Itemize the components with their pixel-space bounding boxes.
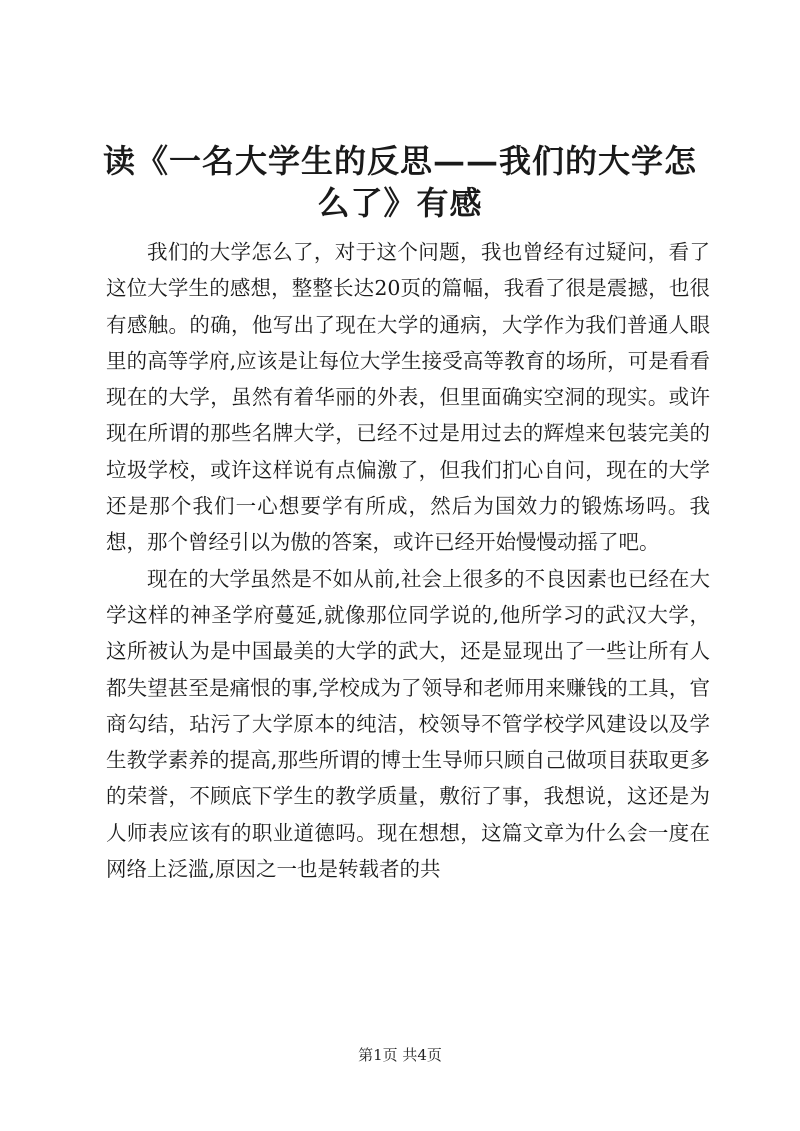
paragraph-1: 我们的大学怎么了，对于这个问题，我也曾经有过疑问，看了这位大学生的感想，整整长达20页的篇幅，我看了很是震撼，也很有感触。的确，他写出了现在大学的通病，大学作为我们普通人眼里的高等学府,应该是让每位大学生接受高等教育的场所，可是看看现在的大学，虽然有着华丽的外表，但里面确实空洞的现实。或许现在所谓的那些名牌大学，已经不过是用过去的辉煌来包装完美的垃圾学校，或许这样说有点偏激了，但我们扪心自问，现在的大学还是那个我们一心想要学有所成，然后为国效力的锻炼场吗。我想，那个曾经引以为傲的答案，或许已经开始慢慢动摇了吧。 — [106, 240, 710, 555]
page-footer: 第1页 共4页 — [358, 1046, 442, 1064]
document-title: 读《一名大学生的反思——我们的大学怎么了》有感 — [102, 142, 697, 222]
document-body — [106, 234, 710, 887]
paragraph-2: 现在的大学虽然是不如从前,社会上很多的不良因素也已经在大学这样的神圣学府蔓延,就像那位同学说的,他所学习的武汉大学，这所被认为是中国最美的大学的武大，还是显现出了一些让所有人都失望甚至是痛恨的事,学校成为了领导和老师用来赚钱的工具，官商勾结，玷污了大学原本的纯洁，校领导不管学校学风建设以及学生教学素养的提高,那些所谓的博士生导师只顾自己做项目获取更多的荣誉，不顾底下学生的教学质量，敷衍了事，我想说，这还是为人师表应该有的职业道德吗。现在想想，这篇文章为什么会一度在网络上泛滥,原因之一也是转载者的共 — [106, 566, 710, 882]
